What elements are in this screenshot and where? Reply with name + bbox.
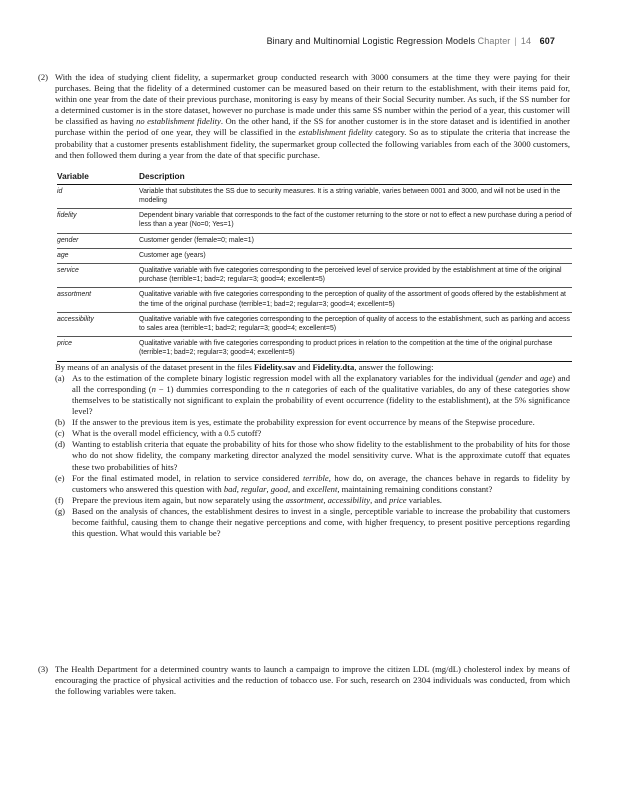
italic-term: assortment [285, 494, 324, 505]
exercise-2-statement [55, 72, 570, 161]
text-run: categories of each of the qualitative variables, do any of these categories show themselves to be statistically not significant to explain the probability of event occurrence (fidelity to the establishment), at the 5% significance level? [72, 383, 571, 417]
italic-term: accessibility [327, 494, 371, 505]
text-run: , and [287, 483, 307, 494]
italic-term: no establishment fidelity [136, 116, 221, 127]
variable-name: price [57, 337, 139, 361]
text-run: If the answer to the previous item is yes, estimate the probability expression for event occurrence by means of the Stepwise procedure. [72, 417, 535, 428]
table-row [57, 288, 572, 312]
chapter-number: 14 [520, 36, 532, 46]
text-run: , maintaining remaining conditions constant? [337, 483, 493, 494]
subquestion-label: (a) [55, 372, 65, 383]
table-row [57, 184, 572, 208]
text-run: By means of an analysis of the dataset present in the files [55, 361, 255, 372]
subquestion [55, 506, 570, 539]
italic-term: gender [498, 372, 523, 383]
text-run: As to the estimation of the complete binary logistic regression model with all the explanatory variables for the individual ( [72, 372, 499, 383]
text-run: , [266, 483, 271, 494]
column-header-variable: Variable [57, 169, 139, 185]
italic-term: establishment fidelity [298, 127, 373, 138]
variable-name: gender [57, 233, 139, 248]
italic-term: n [151, 383, 156, 394]
table-row [57, 337, 572, 361]
header-divider: | [514, 36, 517, 46]
variable-description: Customer gender (female=0; male=1) [139, 233, 572, 248]
table-header-row [57, 169, 572, 185]
text-run: . On the other hand, if the SS for another customer is in the store dataset and is identified in another purchase within the period of one year, they will be classified in the [55, 116, 570, 138]
text-run: , [323, 494, 328, 505]
variable-description: Variable that substitutes the SS due to security measures. It is a string variable, varies between 0001 and 3000, and will not be used in the modeling [139, 184, 572, 208]
italic-term: bad [223, 483, 237, 494]
table-row [57, 312, 572, 336]
subquestion [55, 439, 570, 472]
variables-table [57, 169, 572, 362]
exercise-2-subquestions [55, 373, 570, 539]
text-run: category. So as to stipulate the criteria that increase the probability that a customer presents establishment fidelity, the supermarket group collected the following variables from each of the 3000 customers, and then followed them during a year from the date of that specific purchase. [55, 127, 570, 160]
variable-name: service [57, 264, 139, 288]
italic-term: excellent [306, 483, 338, 494]
table-row [57, 209, 572, 233]
subquestion [55, 473, 570, 495]
exercise-2-instructions [55, 362, 570, 373]
file-name: Fidelity.sav [254, 361, 296, 372]
table-row [57, 233, 572, 248]
exercise-number: (3) [38, 664, 49, 674]
text-run: Wanting to establish criteria that equate the probability of hits for those who show fidelity to the establishment to the probability of hits for those who do not show fidelity, the company marketing director analyzed the model sensitivity curve. What is the approximate cutoff that equates these two probabilities of hits? [72, 439, 570, 472]
chapter-label: Chapter [477, 36, 511, 46]
italic-term: age [539, 372, 553, 383]
variable-description: Customer age (years) [139, 248, 572, 263]
subquestion-label: (b) [55, 417, 66, 428]
variable-name: id [57, 184, 139, 208]
exercise-number: (2) [38, 72, 49, 82]
text-run: For the final estimated model, in relation to service considered [72, 472, 303, 483]
text-run: What is the overall model efficiency, with a 0.5 cutoff? [72, 428, 262, 439]
text-run: With the idea of studying client fidelity, a supermarket group conducted research with 3000 consumers at the time they were paying for their purchases. Being that the fidelity of a determined customer can be measured based on their return to the establishment, with their items paid for, within one year from the date of their previous purchase, monitoring is easy by means of their Social Security number. As such, if the SS number for a determined customer is in the store dataset, however no purchase is made under this same SS number within the period of a year, this customer will be classified as having [55, 72, 570, 127]
text-run: Prepare the previous item again, but now separately using the [72, 494, 286, 505]
subquestion-label: (g) [55, 505, 66, 516]
variable-description: Qualitative variable with five categories corresponding to the perception of quality of access to the establishment, such as parking and access to sales area (terrible=1; bad=2; regular=3; good=4; excellent=5) [139, 312, 572, 336]
text-run: − 1) dummies corresponding to the [155, 383, 286, 394]
variable-description: Qualitative variable with five categories corresponding to the perceived level of service provided by the establishment at time of the original purchase (terrible=1; bad=2; regular=3; good=4; excellent=5) [139, 264, 572, 288]
exercise-3 [38, 664, 570, 697]
text-run: , answer the following: [354, 361, 434, 372]
text-run: variables. [406, 494, 442, 505]
text-run: Based on the analysis of chances, the establishment desires to invest in a single, perceptible variable to increase the probability that customers become faithful, causing them to change their negative perceptions and come, with higher frequency, to present positive perceptions regarding this question. What would this variable be? [72, 505, 570, 539]
column-header-description: Description [139, 169, 572, 185]
subquestion-label: (c) [55, 428, 65, 439]
italic-term: price [388, 494, 407, 505]
subquestion-label: (e) [55, 472, 65, 483]
text-run: , [236, 483, 241, 494]
running-header [267, 36, 555, 46]
exercise-3-statement: The Health Department for a determined country wants to launch a campaign to improve the citizen LDL (mg/dL) cholesterol index by means of encouraging the practice of physical activities and the reduction of tobacco use. For such, research on 2304 individuals was conducted, from which the following variables were taken. [55, 664, 570, 697]
variable-description: Qualitative variable with five categories corresponding to product prices in relation to the competition at the time of the original purchase (terrible=1; bad=2; regular=3; good=4; excellent=5) [139, 337, 572, 361]
table-row [57, 264, 572, 288]
running-header-title: Binary and Multinomial Logistic Regression Models [266, 36, 476, 46]
text-run: , and [370, 494, 389, 505]
exercise-2 [38, 72, 570, 539]
italic-term: terrible [302, 472, 329, 483]
subquestion [55, 417, 570, 428]
italic-term: regular [241, 483, 267, 494]
text-run: , how do, on average, the chances behave in regards to fidelity by customers who answered this question with [72, 472, 571, 494]
subquestion [55, 373, 570, 417]
subquestion-label: (d) [55, 439, 66, 450]
subquestion [55, 428, 570, 439]
text-run: and [295, 361, 313, 372]
variable-name: accessibility [57, 312, 139, 336]
italic-term: n [285, 383, 290, 394]
subquestion [55, 495, 570, 506]
variable-description: Dependent binary variable that corresponds to the fact of the customer returning to the store or not to effect a new purchase during a period of less than a year (No=0; Yes=1) [139, 209, 572, 233]
text-run: ) and all the corresponding ( [72, 372, 570, 394]
page-number: 607 [539, 36, 555, 46]
text-run: and [522, 372, 540, 383]
subquestion-label: (f) [55, 494, 64, 505]
variable-name: age [57, 248, 139, 263]
variable-description: Qualitative variable with five categories corresponding to the perception of quality of the assortment of goods offered by the establishment at the time of the original purchase (terrible=1; bad=2; regular=3; good=4; excellent=5) [139, 288, 572, 312]
italic-term: good [270, 483, 288, 494]
file-name: Fidelity.dta [312, 361, 355, 372]
variable-name: fidelity [57, 209, 139, 233]
table-row [57, 248, 572, 263]
variable-name: assortment [57, 288, 139, 312]
